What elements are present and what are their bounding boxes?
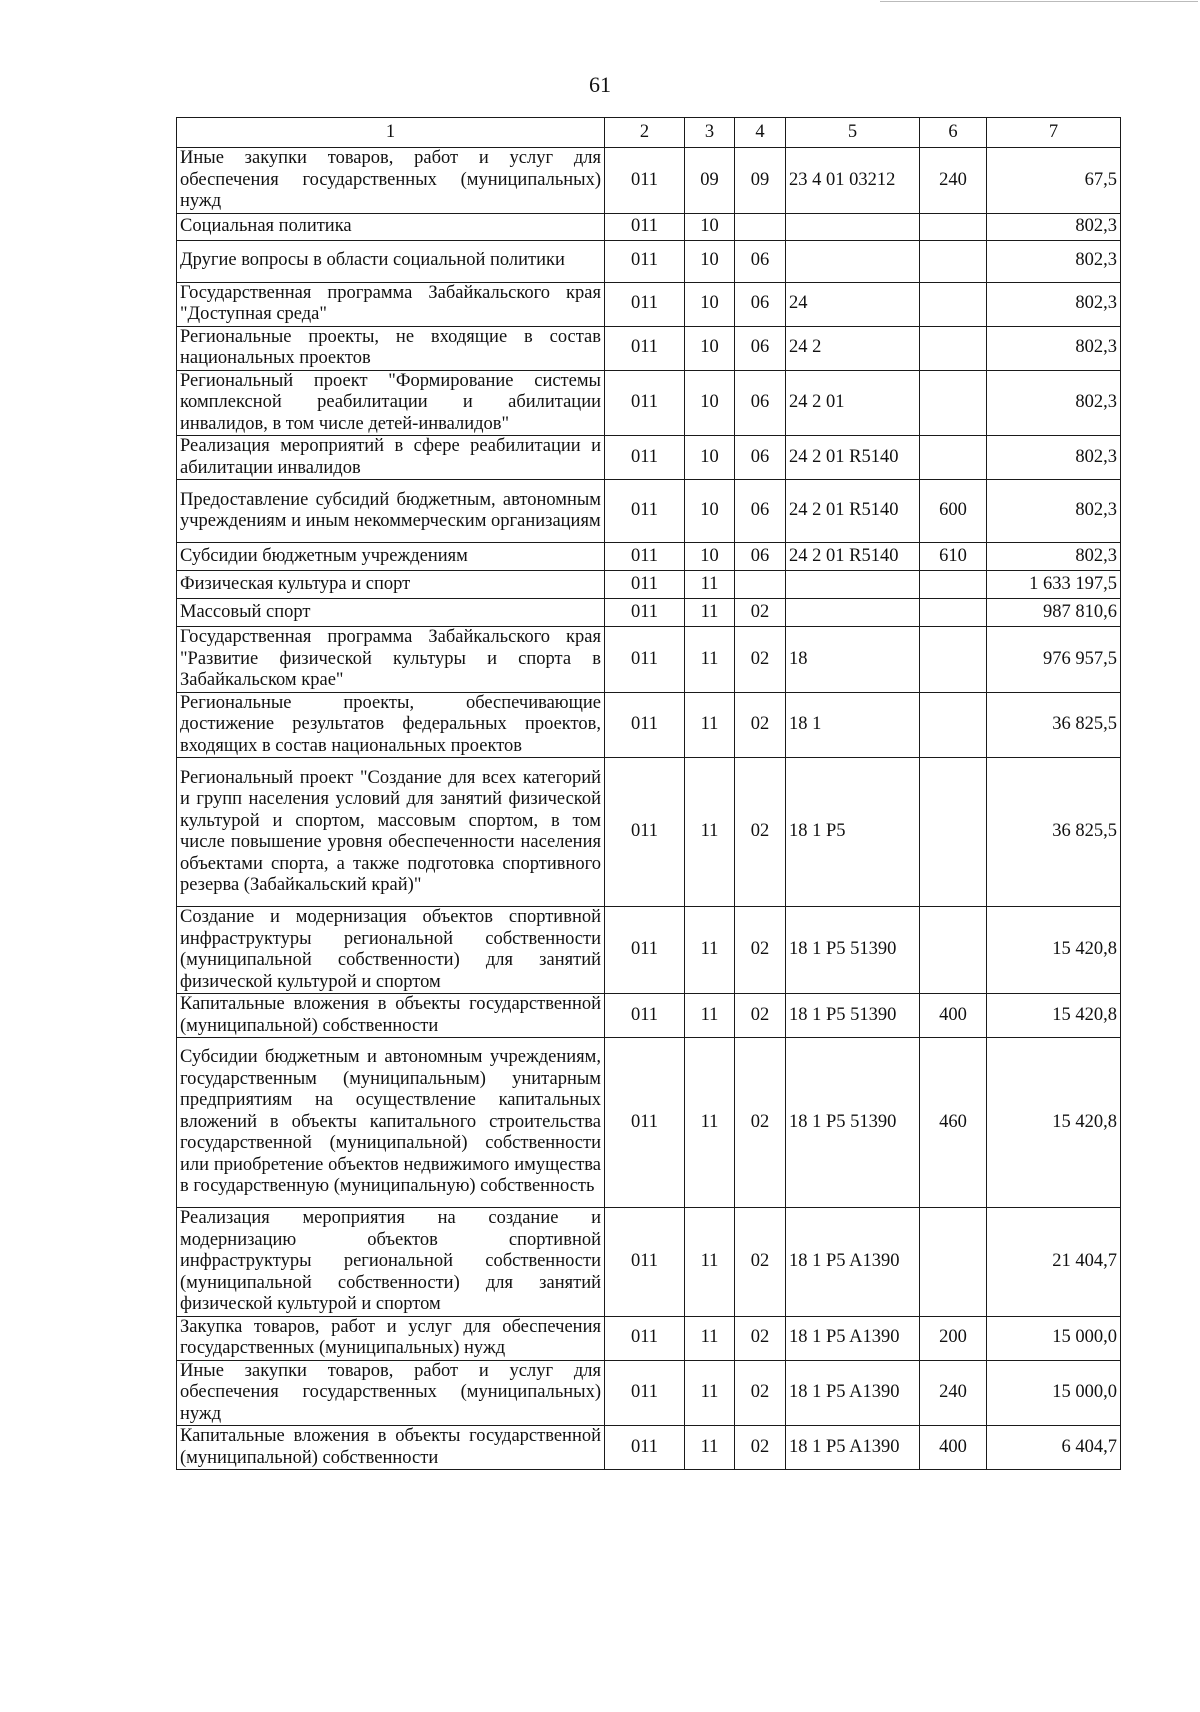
row-section-cell: 11: [685, 994, 735, 1038]
row-expense-type-cell: 460: [920, 1038, 987, 1208]
row-target-article-cell: 23 4 01 03212: [786, 148, 920, 214]
table-row: [177, 326, 1121, 370]
row-section-cell: 11: [685, 599, 735, 627]
row-name-cell: Закупка товаров, работ и услуг для обеспечения государственных (муниципальных) нужд: [177, 1316, 605, 1360]
budget-table: [176, 117, 1121, 1470]
header-col-1: 1: [177, 118, 605, 148]
row-expense-type-cell: 610: [920, 543, 987, 571]
row-expense-type-cell: 600: [920, 480, 987, 543]
row-amount-cell: 15 000,0: [987, 1360, 1121, 1426]
row-name-cell: Иные закупки товаров, работ и услуг для обеспечения государственных (муниципальных) нужд: [177, 148, 605, 214]
table-row: [177, 1426, 1121, 1470]
row-grbs-cell: 011: [605, 282, 685, 326]
row-expense-type-cell: [920, 370, 987, 436]
row-expense-type-cell: [920, 240, 987, 282]
table-body: [177, 148, 1121, 1470]
header-col-2: 2: [605, 118, 685, 148]
row-name-cell: Субсидии бюджетным и автономным учреждениям, государственным (муниципальным) унитарным предприятиям на осуществление капитальных вложений в объекты капитального строительства государственной (муниципальной) собственности или приобретение объектов недвижимого имущества в государственную (муниципальную) собственность: [177, 1038, 605, 1208]
row-expense-type-cell: 200: [920, 1316, 987, 1360]
row-target-article-cell: 24 2: [786, 326, 920, 370]
row-name-cell: Реализация мероприятий в сфере реабилитации и абилитации инвалидов: [177, 436, 605, 480]
row-name-cell: Массовый спорт: [177, 599, 605, 627]
row-amount-cell: 21 404,7: [987, 1208, 1121, 1317]
row-grbs-cell: 011: [605, 240, 685, 282]
row-grbs-cell: 011: [605, 326, 685, 370]
row-amount-cell: 802,3: [987, 370, 1121, 436]
table-row: [177, 213, 1121, 240]
row-grbs-cell: 011: [605, 907, 685, 994]
row-target-article-cell: 18 1 P5 A1390: [786, 1426, 920, 1470]
table-row: [177, 1038, 1121, 1208]
row-subsection-cell: 02: [735, 599, 786, 627]
row-section-cell: 11: [685, 1038, 735, 1208]
row-name-cell: Региональный проект "Создание для всех категорий и групп населения условий для занятий физической культурой и спортом, массовым спортом, в том числе повышение уровня обеспеченности населения объектами спорта, а также подготовка спортивного резерва (Забайкальский край)": [177, 758, 605, 907]
row-expense-type-cell: [920, 326, 987, 370]
row-amount-cell: 15 420,8: [987, 994, 1121, 1038]
row-grbs-cell: 011: [605, 1360, 685, 1426]
row-name-cell: Физическая культура и спорт: [177, 571, 605, 599]
row-target-article-cell: 18 1 P5 A1390: [786, 1360, 920, 1426]
row-target-article-cell: [786, 599, 920, 627]
row-subsection-cell: 06: [735, 543, 786, 571]
row-name-cell: Другие вопросы в области социальной политики: [177, 240, 605, 282]
table-row: [177, 571, 1121, 599]
table-row: [177, 1360, 1121, 1426]
row-subsection-cell: 06: [735, 326, 786, 370]
row-section-cell: 10: [685, 326, 735, 370]
row-name-cell: Субсидии бюджетным учреждениям: [177, 543, 605, 571]
table-row: [177, 692, 1121, 758]
row-amount-cell: 802,3: [987, 480, 1121, 543]
row-amount-cell: 36 825,5: [987, 758, 1121, 907]
row-subsection-cell: 02: [735, 1360, 786, 1426]
row-section-cell: 11: [685, 1316, 735, 1360]
table-row: [177, 370, 1121, 436]
row-amount-cell: 802,3: [987, 326, 1121, 370]
row-expense-type-cell: [920, 1208, 987, 1317]
row-subsection-cell: [735, 213, 786, 240]
table-row: [177, 240, 1121, 282]
row-subsection-cell: 02: [735, 994, 786, 1038]
row-target-article-cell: 18 1 P5: [786, 758, 920, 907]
row-name-cell: Региональные проекты, не входящие в состав национальных проектов: [177, 326, 605, 370]
table-row: [177, 148, 1121, 214]
row-name-cell: Капитальные вложения в объекты государственной (муниципальной) собственности: [177, 994, 605, 1038]
row-section-cell: 10: [685, 436, 735, 480]
header-col-6: 6: [920, 118, 987, 148]
row-name-cell: Предоставление субсидий бюджетным, автономным учреждениям и иным некоммерческим организациям: [177, 480, 605, 543]
row-subsection-cell: 02: [735, 758, 786, 907]
row-amount-cell: 15 420,8: [987, 1038, 1121, 1208]
row-expense-type-cell: 400: [920, 994, 987, 1038]
row-amount-cell: 802,3: [987, 240, 1121, 282]
row-expense-type-cell: [920, 692, 987, 758]
row-amount-cell: 6 404,7: [987, 1426, 1121, 1470]
row-grbs-cell: 011: [605, 480, 685, 543]
row-section-cell: 11: [685, 1208, 735, 1317]
row-grbs-cell: 011: [605, 692, 685, 758]
row-target-article-cell: 18: [786, 627, 920, 693]
row-section-cell: 11: [685, 627, 735, 693]
row-subsection-cell: 02: [735, 1208, 786, 1317]
row-name-cell: Государственная программа Забайкальского края "Развитие физической культуры и спорта в Забайкальском крае": [177, 627, 605, 693]
row-target-article-cell: 18 1 P5 A1390: [786, 1316, 920, 1360]
row-grbs-cell: 011: [605, 758, 685, 907]
row-subsection-cell: 02: [735, 1316, 786, 1360]
row-amount-cell: 987 810,6: [987, 599, 1121, 627]
row-name-cell: Реализация мероприятия на создание и модернизацию объектов спортивной инфраструктуры региональной собственности (муниципальной собственности) для занятий физической культурой и спортом: [177, 1208, 605, 1317]
row-target-article-cell: 24 2 01: [786, 370, 920, 436]
row-amount-cell: 36 825,5: [987, 692, 1121, 758]
row-expense-type-cell: [920, 213, 987, 240]
row-target-article-cell: 24 2 01 R5140: [786, 436, 920, 480]
row-subsection-cell: 06: [735, 480, 786, 543]
row-expense-type-cell: [920, 627, 987, 693]
row-target-article-cell: 18 1 P5 A1390: [786, 1208, 920, 1317]
table-row: [177, 436, 1121, 480]
row-section-cell: 10: [685, 213, 735, 240]
row-section-cell: 11: [685, 1426, 735, 1470]
table-row: [177, 282, 1121, 326]
row-amount-cell: 802,3: [987, 543, 1121, 571]
row-name-cell: Региональный проект "Формирование системы комплексной реабилитации и абилитации инвалидов, в том числе детей-инвалидов": [177, 370, 605, 436]
row-target-article-cell: [786, 571, 920, 599]
row-section-cell: 10: [685, 282, 735, 326]
table-row: [177, 480, 1121, 543]
row-subsection-cell: 09: [735, 148, 786, 214]
row-grbs-cell: 011: [605, 148, 685, 214]
header-col-4: 4: [735, 118, 786, 148]
row-section-cell: 10: [685, 543, 735, 571]
row-section-cell: 10: [685, 480, 735, 543]
row-grbs-cell: 011: [605, 1316, 685, 1360]
row-expense-type-cell: [920, 599, 987, 627]
row-grbs-cell: 011: [605, 994, 685, 1038]
row-amount-cell: 802,3: [987, 213, 1121, 240]
row-grbs-cell: 011: [605, 1426, 685, 1470]
row-target-article-cell: 24: [786, 282, 920, 326]
row-subsection-cell: 02: [735, 627, 786, 693]
page-number: 61: [589, 72, 611, 97]
row-section-cell: 11: [685, 692, 735, 758]
row-expense-type-cell: 400: [920, 1426, 987, 1470]
row-name-cell: Капитальные вложения в объекты государственной (муниципальной) собственности: [177, 1426, 605, 1470]
row-subsection-cell: [735, 571, 786, 599]
row-subsection-cell: 06: [735, 436, 786, 480]
row-target-article-cell: 18 1 P5 51390: [786, 994, 920, 1038]
row-subsection-cell: 02: [735, 1038, 786, 1208]
row-target-article-cell: [786, 240, 920, 282]
row-amount-cell: 1 633 197,5: [987, 571, 1121, 599]
row-section-cell: 11: [685, 571, 735, 599]
row-subsection-cell: 06: [735, 240, 786, 282]
row-target-article-cell: [786, 213, 920, 240]
table-row: [177, 1208, 1121, 1317]
row-name-cell: Государственная программа Забайкальского края "Доступная среда": [177, 282, 605, 326]
header-col-5: 5: [786, 118, 920, 148]
row-grbs-cell: 011: [605, 571, 685, 599]
table-row: [177, 758, 1121, 907]
row-grbs-cell: 011: [605, 543, 685, 571]
header-col-7: 7: [987, 118, 1121, 148]
row-target-article-cell: 24 2 01 R5140: [786, 543, 920, 571]
table-row: [177, 1316, 1121, 1360]
row-amount-cell: 67,5: [987, 148, 1121, 214]
row-subsection-cell: 02: [735, 1426, 786, 1470]
row-section-cell: 10: [685, 240, 735, 282]
table-row: [177, 599, 1121, 627]
row-subsection-cell: 02: [735, 907, 786, 994]
row-expense-type-cell: 240: [920, 1360, 987, 1426]
row-name-cell: Создание и модернизация объектов спортивной инфраструктуры региональной собственности (муниципальной собственности) для занятий физической культурой и спортом: [177, 907, 605, 994]
row-section-cell: 11: [685, 1360, 735, 1426]
table-row: [177, 994, 1121, 1038]
row-target-article-cell: 18 1 P5 51390: [786, 1038, 920, 1208]
table-header-row: [177, 118, 1121, 148]
row-expense-type-cell: [920, 282, 987, 326]
row-grbs-cell: 011: [605, 1208, 685, 1317]
row-expense-type-cell: [920, 436, 987, 480]
row-grbs-cell: 011: [605, 213, 685, 240]
row-name-cell: Иные закупки товаров, работ и услуг для обеспечения государственных (муниципальных) нужд: [177, 1360, 605, 1426]
row-amount-cell: 15 000,0: [987, 1316, 1121, 1360]
row-expense-type-cell: [920, 907, 987, 994]
row-section-cell: 11: [685, 907, 735, 994]
row-section-cell: 11: [685, 758, 735, 907]
row-expense-type-cell: 240: [920, 148, 987, 214]
row-target-article-cell: 18 1: [786, 692, 920, 758]
row-grbs-cell: 011: [605, 1038, 685, 1208]
table-row: [177, 907, 1121, 994]
row-amount-cell: 15 420,8: [987, 907, 1121, 994]
row-subsection-cell: 06: [735, 370, 786, 436]
row-grbs-cell: 011: [605, 370, 685, 436]
row-grbs-cell: 011: [605, 599, 685, 627]
table-row: [177, 543, 1121, 571]
row-name-cell: Региональные проекты, обеспечивающие достижение результатов федеральных проектов, входящих в состав национальных проектов: [177, 692, 605, 758]
row-subsection-cell: 02: [735, 692, 786, 758]
row-grbs-cell: 011: [605, 436, 685, 480]
scan-edge-line: [880, 1, 1198, 2]
row-grbs-cell: 011: [605, 627, 685, 693]
row-amount-cell: 802,3: [987, 282, 1121, 326]
row-amount-cell: 802,3: [987, 436, 1121, 480]
row-name-cell: Социальная политика: [177, 213, 605, 240]
row-amount-cell: 976 957,5: [987, 627, 1121, 693]
table-row: [177, 627, 1121, 693]
row-section-cell: 09: [685, 148, 735, 214]
header-col-3: 3: [685, 118, 735, 148]
row-section-cell: 10: [685, 370, 735, 436]
row-expense-type-cell: [920, 571, 987, 599]
row-expense-type-cell: [920, 758, 987, 907]
row-target-article-cell: 24 2 01 R5140: [786, 480, 920, 543]
row-target-article-cell: 18 1 P5 51390: [786, 907, 920, 994]
row-subsection-cell: 06: [735, 282, 786, 326]
